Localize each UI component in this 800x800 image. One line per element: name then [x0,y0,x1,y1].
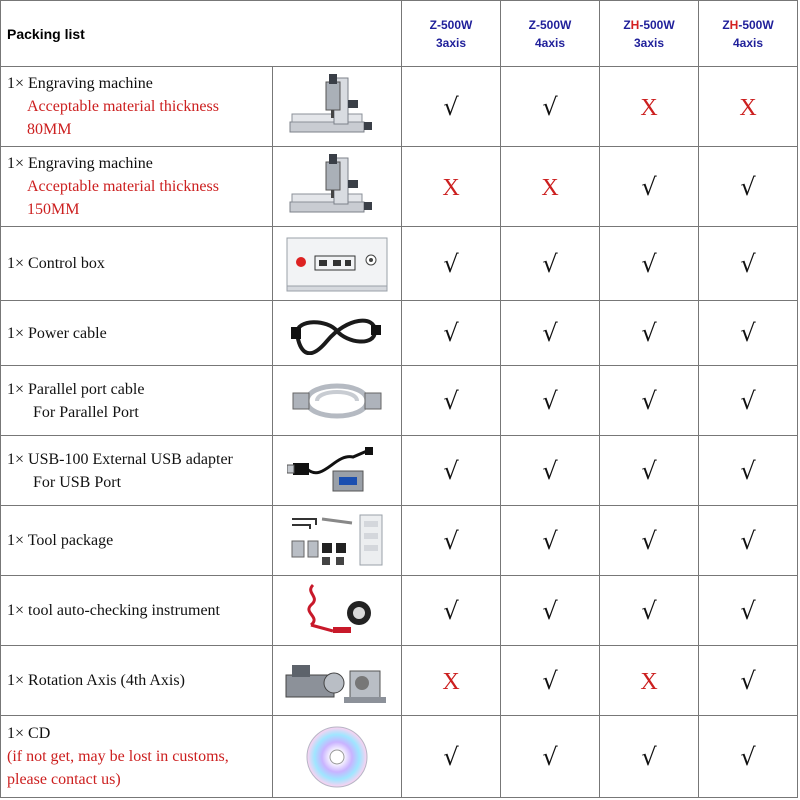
availability-cell [699,716,798,798]
item-description [1,716,273,798]
check-mark: √ [641,456,657,485]
availability-cell [600,576,699,646]
item-image [273,646,402,716]
item-name-text: CD [28,725,51,742]
availability-cell [699,147,798,227]
item-image [273,301,402,366]
cd-icon [273,723,401,791]
check-mark: √ [740,172,756,201]
check-mark: √ [542,666,558,695]
item-image [273,576,402,646]
availability-cell [501,716,600,798]
item-note: please contact us) [7,771,121,788]
check-mark: √ [641,249,657,278]
check-mark: √ [542,249,558,278]
item-row [1,646,798,716]
item-description [1,646,273,716]
availability-cell [402,301,501,366]
model-name: ZH-500W [722,17,774,32]
check-mark: √ [443,526,459,555]
item-quantity: 1× [7,324,25,342]
availability-cell [501,436,600,506]
availability-cell [600,646,699,716]
item-row [1,147,798,227]
power-cable-icon [273,311,401,355]
packing-list-title: Packing list [1,1,402,67]
availability-cell [501,576,600,646]
availability-cell [402,576,501,646]
item-name [7,669,272,692]
item-row [1,366,798,436]
availability-cell [699,227,798,301]
check-mark: √ [542,742,558,771]
item-description [1,227,273,301]
availability-cell [501,147,600,227]
check-mark: √ [740,456,756,485]
availability-cell [699,436,798,506]
availability-cell [402,646,501,716]
item-quantity: 1× [7,672,25,689]
item-description [1,436,273,506]
item-description [1,506,273,576]
cross-mark: X [640,668,658,695]
availability-cell [402,147,501,227]
model-axis: 3axis [435,35,467,50]
item-image [273,227,402,301]
item-name [7,529,272,552]
item-name-text: tool auto-checking instrument [28,602,220,619]
check-mark: √ [443,92,459,121]
item-description [1,366,273,436]
check-mark: √ [740,742,756,771]
check-mark: √ [542,596,558,625]
model-axis: 3axis [633,35,665,50]
check-mark: √ [740,666,756,695]
engraving-machine-icon [273,152,401,222]
item-row [1,576,798,646]
availability-cell [501,366,600,436]
check-mark: √ [641,319,657,347]
check-mark: √ [542,456,558,485]
item-name-text: Tool package [27,532,114,549]
model-header [402,1,501,67]
item-quantity: 1× [7,155,25,172]
check-mark: √ [542,526,558,555]
availability-cell [600,366,699,436]
item-row [1,506,798,576]
engraving-machine-icon [273,72,401,142]
item-quantity: 1× [7,380,25,398]
model-header [600,1,699,67]
availability-cell [600,67,699,147]
item-name [7,448,272,471]
item-image [273,506,402,576]
tool-package-icon [273,509,401,573]
cross-mark: X [640,94,658,121]
check-mark: √ [641,596,657,625]
item-image [273,366,402,436]
availability-cell [699,366,798,436]
availability-cell [600,301,699,366]
item-name-text: Engraving machine [28,75,153,92]
item-description [1,67,273,147]
check-mark: √ [740,526,756,555]
availability-cell [699,301,798,366]
check-mark: √ [542,319,558,347]
check-mark: √ [641,742,657,771]
item-note: 150MM [27,201,80,218]
check-mark: √ [641,172,657,201]
model-name: ZH-500W [623,17,675,32]
availability-cell [501,301,600,366]
check-mark: √ [542,92,558,121]
item-quantity: 1× [7,450,25,468]
availability-cell [600,227,699,301]
item-name [7,722,272,745]
item-name [7,152,272,175]
availability-cell [501,227,600,301]
item-note: Acceptable material thickness [27,178,219,195]
item-description [1,147,273,227]
check-mark: √ [542,386,558,415]
availability-cell [699,646,798,716]
item-row [1,716,798,798]
item-note: Acceptable material thickness [27,98,219,115]
availability-cell [402,716,501,798]
item-quantity: 1× [7,532,25,549]
item-image [273,147,402,227]
item-name [7,378,272,401]
availability-cell [699,506,798,576]
item-row [1,436,798,506]
item-name-text: Rotation Axis (4th Axis) [28,672,185,689]
cross-mark: X [739,94,757,121]
check-mark: √ [443,319,459,347]
item-quantity: 1× [7,255,25,272]
availability-cell [501,646,600,716]
check-mark: √ [740,319,756,347]
item-name [7,322,272,345]
check-mark: √ [443,249,459,278]
availability-cell [501,506,600,576]
model-axis: 4axis [534,35,566,50]
availability-cell [699,67,798,147]
check-mark: √ [641,526,657,555]
check-mark: √ [443,742,459,771]
item-name-text: Control box [28,255,105,272]
check-mark: √ [740,249,756,278]
availability-cell [402,436,501,506]
item-name-text: Engraving machine [28,155,153,172]
model-header [699,1,798,67]
availability-cell [402,506,501,576]
model-axis: 4axis [732,35,764,50]
check-mark: √ [443,386,459,415]
item-row [1,67,798,147]
availability-cell [402,227,501,301]
cross-mark: X [442,668,460,695]
item-name-text: Power cable [28,324,107,342]
item-description [1,576,273,646]
availability-cell [402,366,501,436]
availability-cell [600,716,699,798]
availability-cell [600,436,699,506]
item-name [7,599,272,622]
check-mark: √ [443,596,459,625]
item-name [7,252,272,275]
item-quantity: 1× [7,75,25,92]
availability-cell [600,147,699,227]
item-image [273,436,402,506]
availability-cell [402,67,501,147]
model-name: Z-500W [528,17,572,32]
item-name-text: USB-100 External USB adapter [28,450,233,468]
item-note: For USB Port [33,473,122,491]
cross-mark: X [442,174,460,201]
check-mark: √ [740,596,756,625]
item-row [1,227,798,301]
item-note: For Parallel Port [33,403,139,421]
check-mark: √ [443,456,459,485]
item-note: (if not get, may be lost in customs, [7,748,229,765]
header-row [1,1,798,67]
tool-checker-icon [273,579,401,643]
model-header [501,1,600,67]
availability-cell [600,506,699,576]
item-name [7,72,272,95]
model-name: Z-500W [429,17,473,32]
item-name-text: Parallel port cable [28,380,145,398]
usb-adapter-icon [273,443,401,499]
control-box-icon [273,232,401,296]
item-quantity: 1× [7,725,25,742]
availability-cell [501,67,600,147]
packing-list-body [1,1,798,798]
item-row [1,301,798,366]
cross-mark: X [541,174,559,201]
check-mark: √ [641,386,657,415]
item-note: 80MM [27,121,72,138]
parallel-port-cable-icon [273,375,401,427]
item-image [273,67,402,147]
item-quantity: 1× [7,602,25,619]
item-description [1,301,273,366]
check-mark: √ [740,386,756,415]
availability-cell [699,576,798,646]
rotation-axis-icon [273,653,401,709]
item-image [273,716,402,798]
